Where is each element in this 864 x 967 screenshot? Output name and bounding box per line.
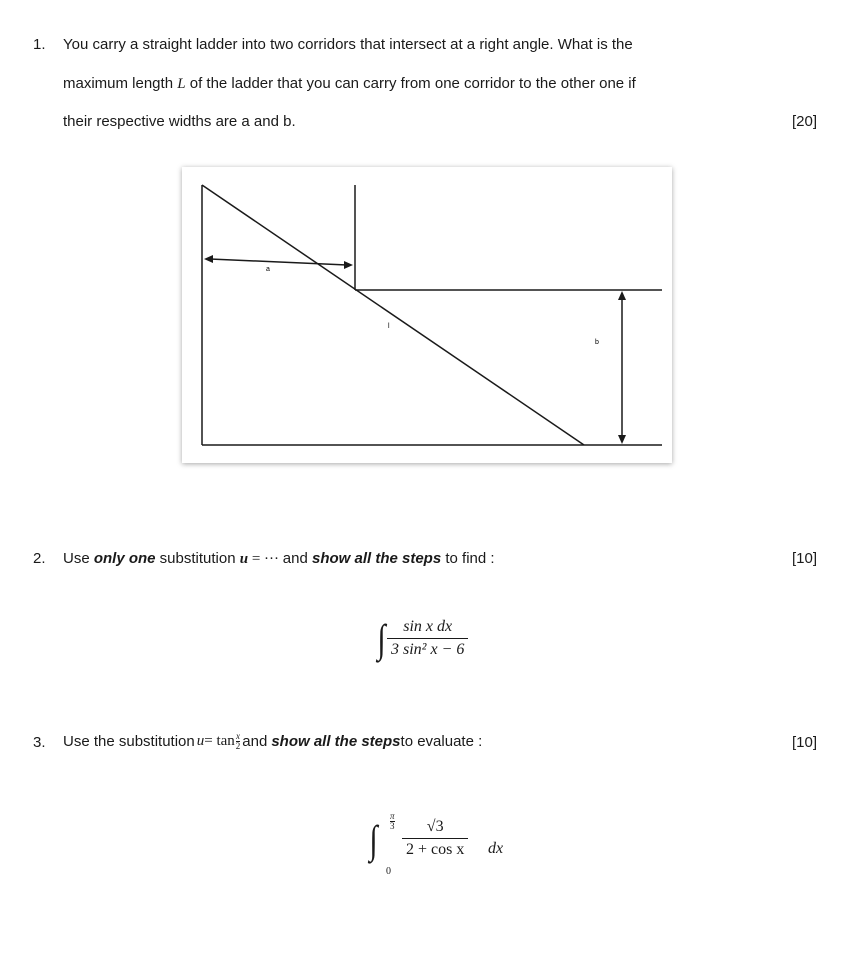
arrowhead-b-bottom xyxy=(618,435,626,444)
q2-integral-sign: ∫ xyxy=(377,615,386,661)
q3-fraction xyxy=(402,818,468,859)
q3-text-1: Use the substitution xyxy=(63,733,195,750)
q3-lower-limit: 0 xyxy=(386,866,391,877)
q3-integral xyxy=(368,810,528,880)
q1-var-L: L xyxy=(177,76,186,92)
q2-text xyxy=(63,550,495,568)
q2-marks: [10] xyxy=(792,550,818,567)
width-a-arrow xyxy=(210,259,347,265)
q3-number: 3. xyxy=(33,734,46,751)
q3-dx: dx xyxy=(488,840,504,857)
q3-marks: [10] xyxy=(792,734,818,751)
q2-text-3: substitution xyxy=(155,550,240,567)
q2-equals: = ··· xyxy=(248,551,283,567)
q1-text-line1: You carry a straight ladder into two corridors that intersect at a right angle. What is the xyxy=(63,36,633,53)
ladder-corridor-figure xyxy=(182,167,672,463)
q3-var-u: u xyxy=(196,733,205,749)
q3-integral-sign: ∫ xyxy=(369,817,378,862)
label-l: l xyxy=(388,323,390,330)
arrowhead-b-top xyxy=(618,291,626,300)
q2-denominator: 3 sin² x − 6 xyxy=(387,638,468,659)
q1-text-line3: their respective widths are a and b. xyxy=(63,113,296,130)
label-b: b xyxy=(595,339,599,346)
q1-text-line2 xyxy=(63,75,636,93)
q3-text xyxy=(63,732,482,751)
q2-text-8: to find : xyxy=(441,550,495,567)
q1-number: 1. xyxy=(33,36,46,53)
q3-half-num: x xyxy=(236,731,241,741)
q3-half-fraction xyxy=(236,732,241,751)
q2-fraction xyxy=(387,618,468,659)
q3-upper-limit-den: 3 xyxy=(390,821,395,831)
q2-var-u: u xyxy=(239,551,249,567)
label-a: a xyxy=(266,266,270,273)
q2-number: 2. xyxy=(33,550,46,567)
q2-numerator: sin x dx xyxy=(403,618,453,635)
q1-line2-end: of the ladder that you can carry from one corridor to the other one if xyxy=(185,75,636,92)
q3-equals-tan: = tan xyxy=(204,733,235,749)
q2-text-6: and xyxy=(282,550,312,567)
q1-line2-start: maximum length xyxy=(63,75,178,92)
q3-text-6: to evaluate : xyxy=(400,733,483,750)
q1-marks: [20] xyxy=(792,113,818,130)
ladder-line xyxy=(202,185,584,445)
arrowhead-a-left xyxy=(204,255,213,263)
q3-upper-limit xyxy=(390,812,395,831)
arrowhead-a-right xyxy=(344,261,353,269)
q3-text-4: and xyxy=(242,733,268,750)
q2-emphasis-steps: show all the steps xyxy=(311,550,442,567)
q2-integral xyxy=(376,615,468,661)
q2-text-1: Use xyxy=(63,550,94,567)
q3-emphasis-steps: show all the steps xyxy=(271,733,401,750)
q3-numerator: √3 xyxy=(426,818,444,835)
corridor-diagram xyxy=(182,167,672,463)
q2-emphasis-only-one: only one xyxy=(93,550,156,567)
q3-upper-limit-num: π xyxy=(390,811,395,821)
q3-denominator: 2 + cos x xyxy=(402,838,468,859)
q3-half-den: 2 xyxy=(235,741,241,751)
